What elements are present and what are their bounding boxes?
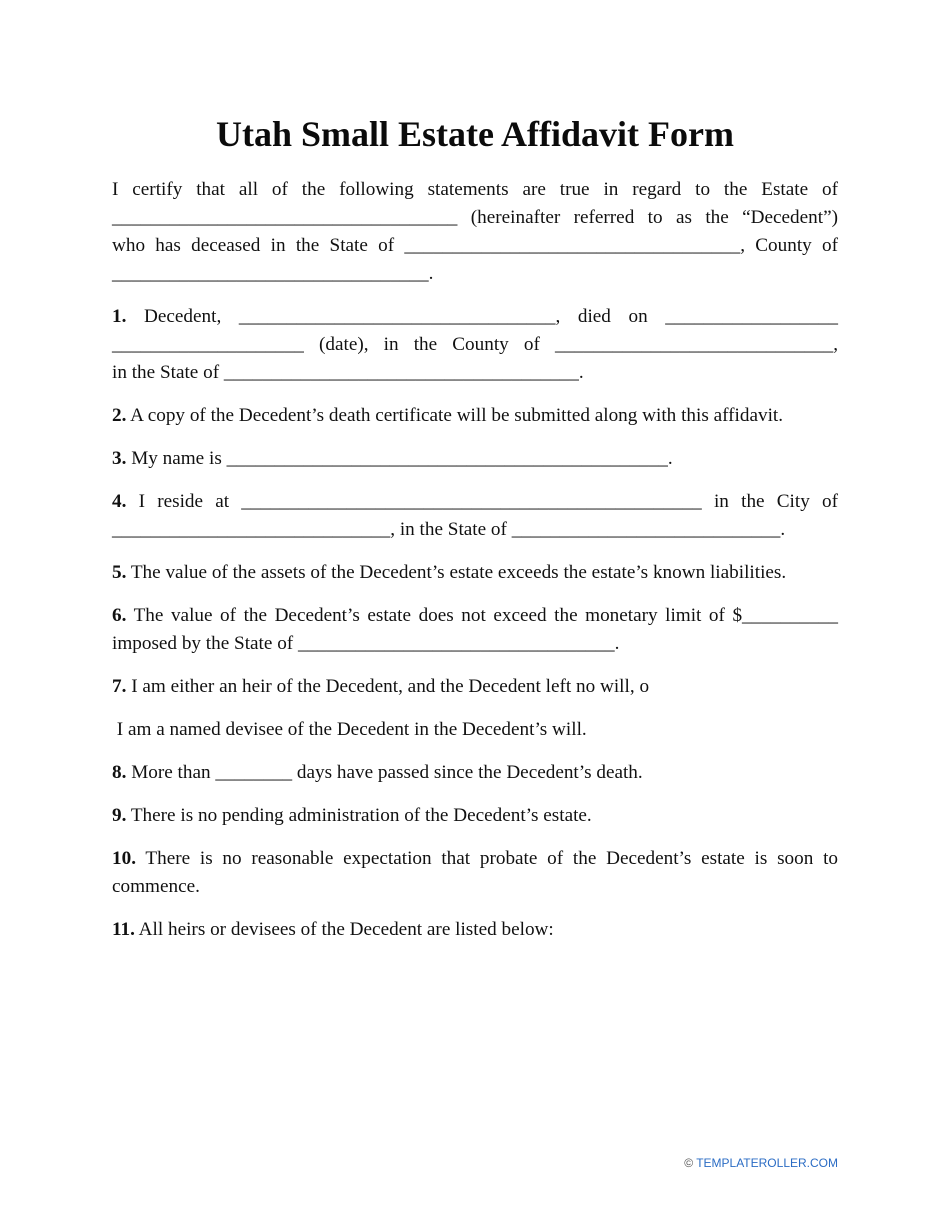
item-text: I am either an heir of the Decedent, and the Decedent left no will, o xyxy=(126,676,650,697)
item-number: 2. xyxy=(112,405,127,426)
document-body xyxy=(112,176,838,959)
item-text: The value of the Decedent’s estate does not exceed the monetary limit of $__________ xyxy=(126,605,838,626)
item-line xyxy=(112,488,838,516)
item-line xyxy=(112,445,838,473)
item-line xyxy=(112,916,838,944)
item-text: All heirs or devisees of the Decedent are listed below: xyxy=(134,919,554,940)
item-line: _____________________________, in the State of ____________________________. xyxy=(112,519,786,540)
intro-line: ____________________________________ (hereinafter referred to as the “Decedent”) xyxy=(112,207,838,228)
templateroller-link[interactable]: TEMPLATEROLLER.COM xyxy=(696,1156,838,1170)
item-1 xyxy=(112,303,838,387)
intro-line: I certify that all of the following statements are true in regard to the Estate of xyxy=(112,179,838,200)
item-3 xyxy=(112,445,838,473)
intro-paragraph xyxy=(112,176,838,288)
intro-line: who has deceased in the State of ___________________________________, County of xyxy=(112,235,838,256)
item-line xyxy=(112,673,838,701)
item-number: 5. xyxy=(112,562,127,583)
item-text: There is no reasonable expectation that probate of the Decedent’s estate is soon to xyxy=(135,848,838,869)
item-line xyxy=(112,602,838,630)
footer-credit xyxy=(684,1155,838,1171)
item-7 xyxy=(112,673,838,701)
item-number: 11. xyxy=(112,919,135,940)
item-number: 7. xyxy=(112,676,127,697)
item-line xyxy=(112,802,838,830)
item-line: in the State of _____________________________________. xyxy=(112,362,584,383)
item-number: 4. xyxy=(112,491,127,512)
item-2 xyxy=(112,402,838,430)
item-text: A copy of the Decedent’s death certificate will be submitted along with this affidavit. xyxy=(126,405,784,426)
item-line xyxy=(112,402,838,430)
item-line: imposed by the State of _________________________________. xyxy=(112,633,620,654)
item-number: 9. xyxy=(112,805,127,826)
page-title: Utah Small Estate Affidavit Form xyxy=(216,114,734,154)
item-line xyxy=(112,759,838,787)
item-line: ____________________ (date), in the County of _____________________________, xyxy=(112,334,838,355)
item-number: 10. xyxy=(112,848,136,869)
item-line xyxy=(112,845,838,873)
item-7-alternative xyxy=(112,716,838,744)
item-5 xyxy=(112,559,838,587)
item-number: 8. xyxy=(112,762,127,783)
item-4 xyxy=(112,488,838,544)
item-number: 1. xyxy=(112,306,127,327)
item-10 xyxy=(112,845,838,901)
item-8 xyxy=(112,759,838,787)
item-text: Decedent, _________________________________, died on __________________ xyxy=(126,306,838,327)
intro-line: _________________________________. xyxy=(112,263,434,284)
copyright-symbol: © xyxy=(684,1156,694,1170)
item-number: 6. xyxy=(112,605,127,626)
item-11 xyxy=(112,916,838,944)
item-6 xyxy=(112,602,838,658)
item-text: I am a named devisee of the Decedent in the Decedent’s will. xyxy=(112,719,587,740)
item-text: I reside at ________________________________________________ in the City of xyxy=(126,491,838,512)
item-text: More than ________ days have passed since the Decedent’s death. xyxy=(126,762,643,783)
item-number: 3. xyxy=(112,448,127,469)
item-line xyxy=(112,303,838,331)
item-text: The value of the assets of the Decedent’s estate exceeds the estate’s known liabilities. xyxy=(126,562,787,583)
item-text: My name is ______________________________________________. xyxy=(126,448,673,469)
item-9 xyxy=(112,802,838,830)
item-line xyxy=(112,559,838,587)
item-line xyxy=(112,716,838,744)
item-text: There is no pending administration of the Decedent’s estate. xyxy=(126,805,592,826)
item-line: commence. xyxy=(112,876,200,897)
